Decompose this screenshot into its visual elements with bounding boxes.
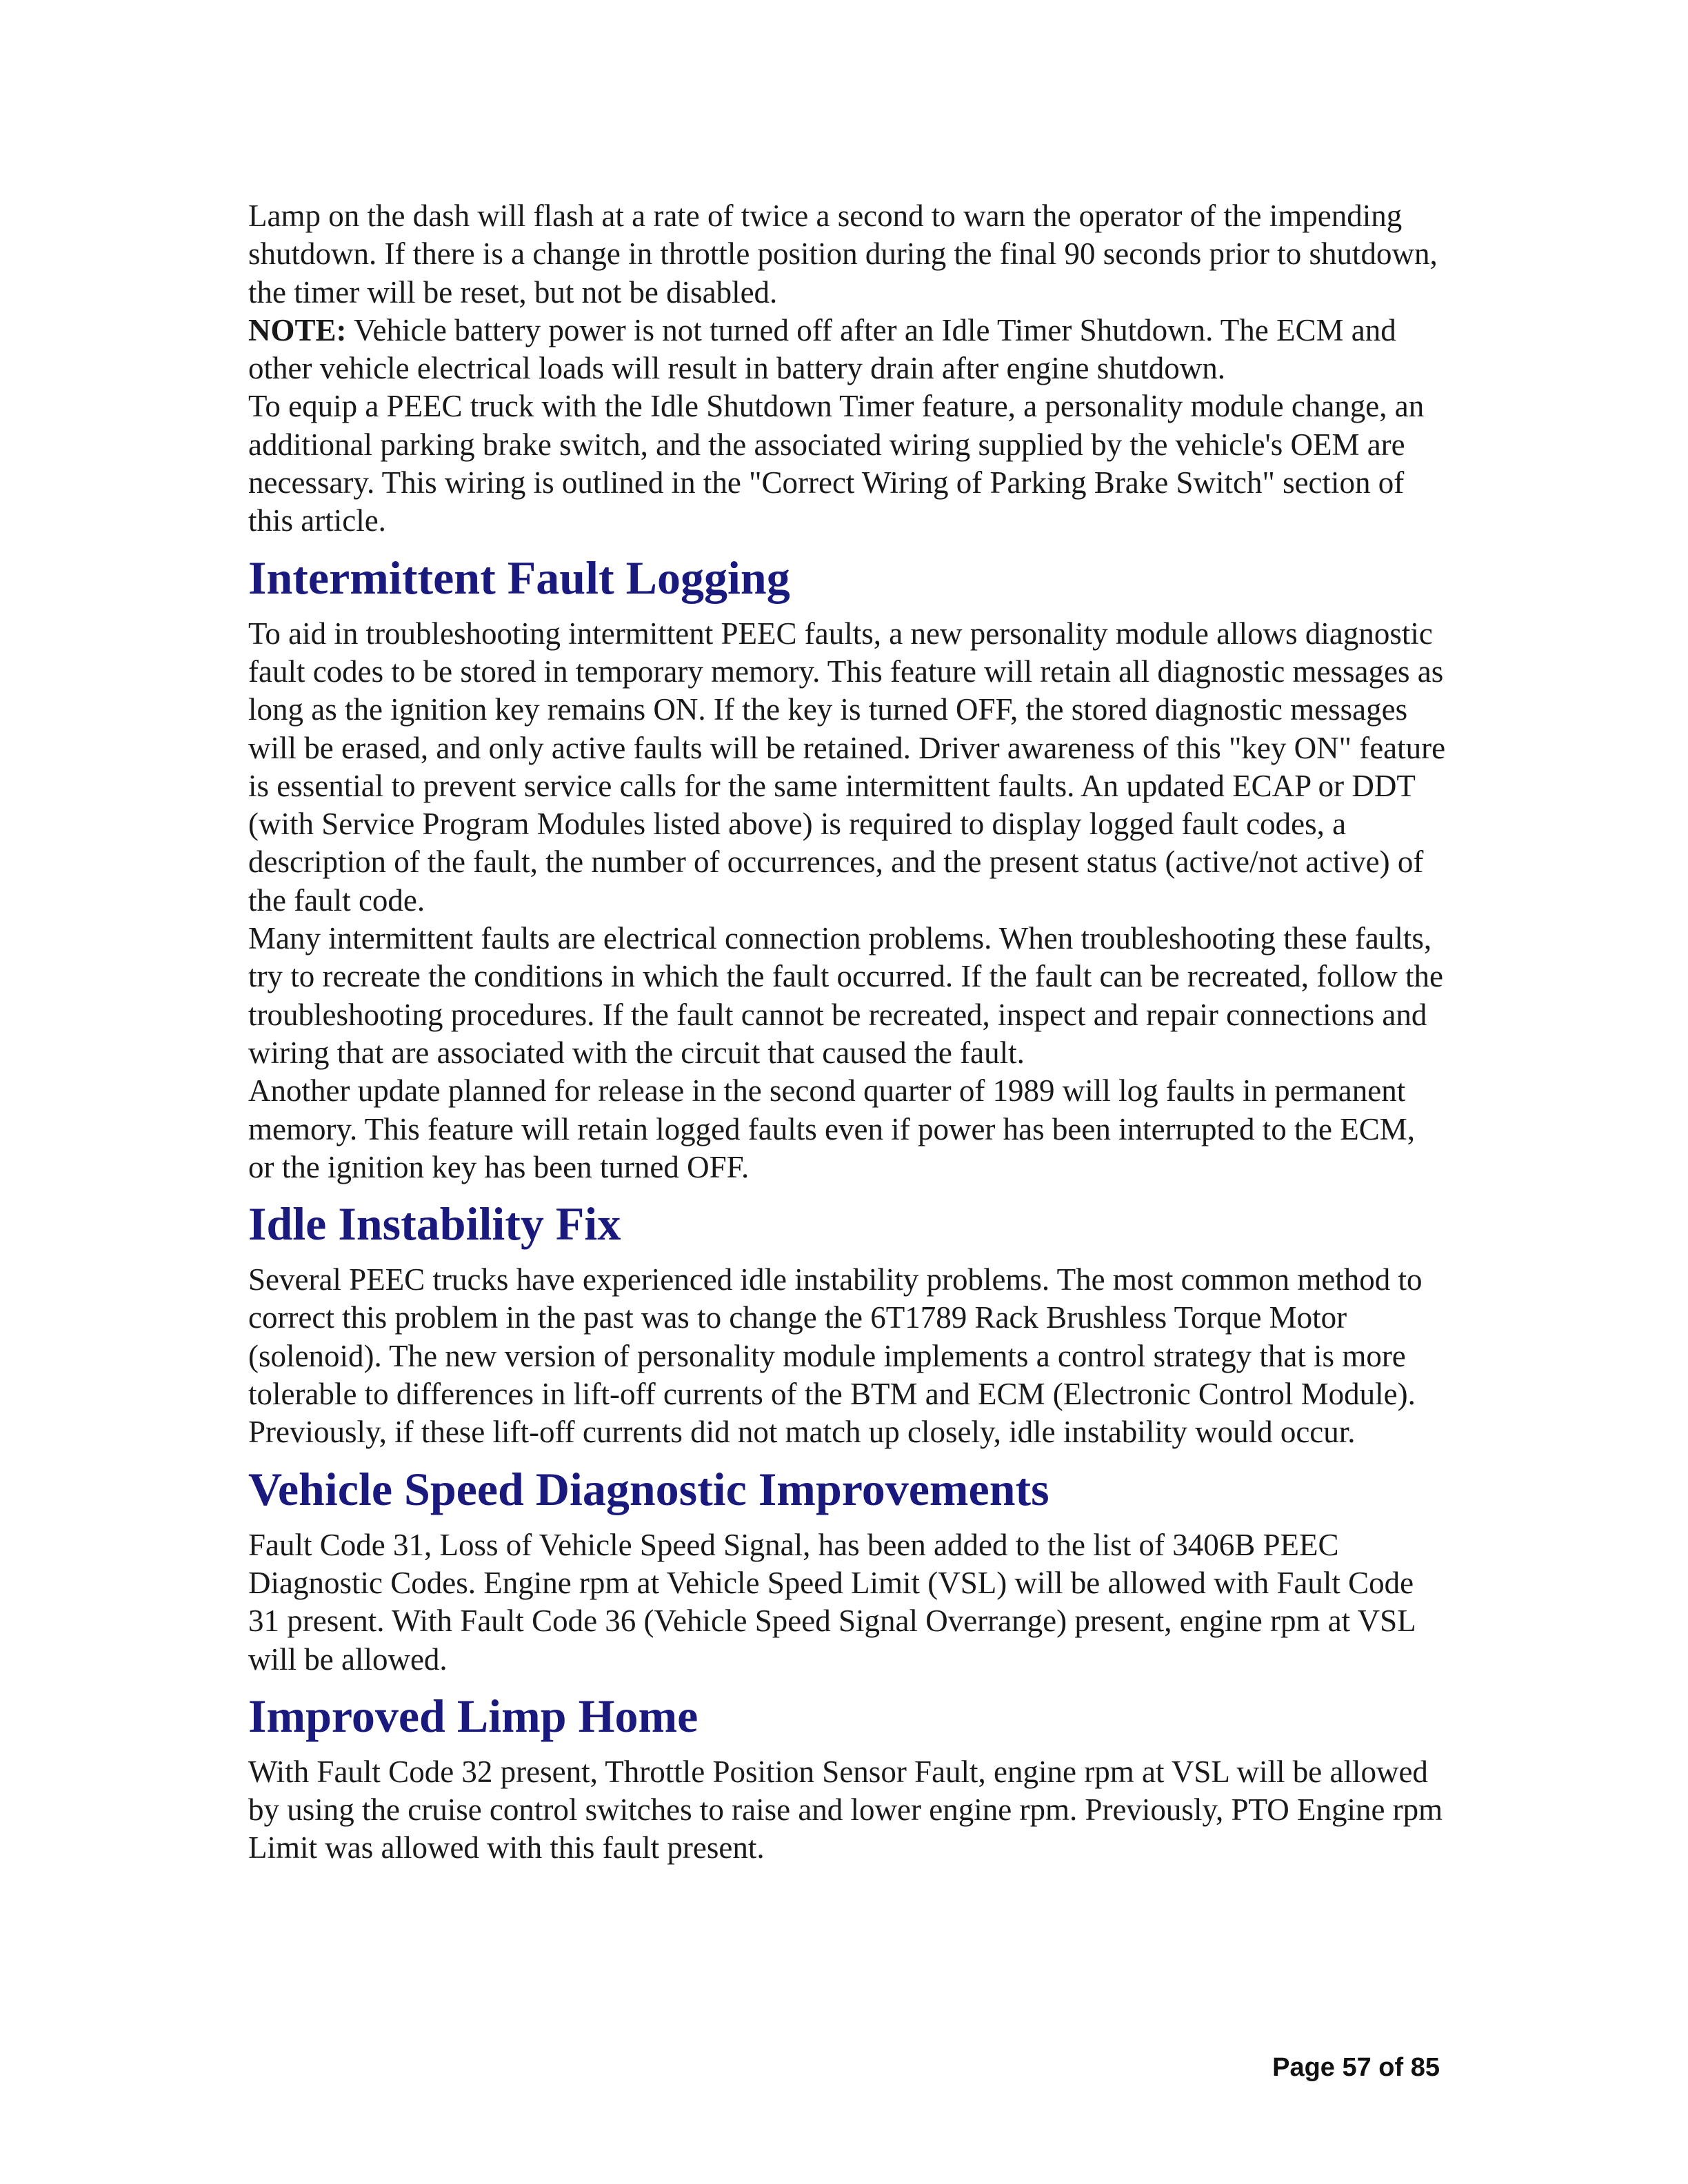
section-heading-intermittent-fault-logging: Intermittent Fault Logging [248, 551, 790, 604]
section-heading-improved-limp-home: Improved Limp Home [248, 1689, 699, 1742]
body-paragraph: Many intermittent faults are electrical connection problems. When troubleshooting these faults, try to recreate the conditions in which the fault occurred. If the fault can be recreated, follow the troubleshooting procedures. If the fault cannot be recreated, inspect and repair connections and wiring that are associated with the circuit that caused the fault. [248, 921, 1443, 1070]
note-text: Vehicle battery power is not turned off after an Idle Timer Shutdown. The ECM and other vehicle electrical loads will result in battery drain after engine shutdown. [248, 312, 1396, 386]
page-content [248, 197, 1448, 1868]
body-paragraph: Fault Code 31, Loss of Vehicle Speed Signal, has been added to the list of 3406B PEEC Diagnostic Codes. Engine rpm at Vehicle Speed Limit (VSL) will be allowed with Fault Code 31 present. With Fault Code 36 (Vehicle Speed Signal Overrange) present, engine rpm at VSL will be allowed. [248, 1527, 1415, 1677]
body-paragraph: With Fault Code 32 present, Throttle Position Sensor Fault, engine rpm at VSL will be allowed by using the cruise control switches to raise and lower engine rpm. Previously, PTO Engine rpm Limit was allowed with this fault present. [248, 1754, 1443, 1866]
note-paragraph [248, 312, 1448, 388]
section-heading-idle-instability-fix: Idle Instability Fix [248, 1197, 621, 1251]
page-number: Page 57 of 85 [1272, 2053, 1440, 2082]
body-paragraph: Lamp on the dash will flash at a rate of twice a second to warn the operator of the impending shutdown. If there is a change in throttle position during the final 90 seconds prior to shutdown, the timer will be reset, but not be disabled. [248, 199, 1438, 310]
section-heading-vehicle-speed-diagnostic: Vehicle Speed Diagnostic Improvements [248, 1462, 1049, 1515]
body-paragraph: To equip a PEEC truck with the Idle Shutdown Timer feature, a personality module change, an additional parking brake switch, and the associated wiring supplied by the vehicle's OEM are necessary. This wiring is outlined in the "Correct Wiring of Parking Brake Switch" section of this article. [248, 389, 1425, 538]
body-paragraph: To aid in troubleshooting intermittent PEEC faults, a new personality module allows diagnostic fault codes to be stored in temporary memory. This feature will retain all diagnostic messages as long as the ignition key remains ON. If the key is turned OFF, the stored diagnostic messages will be erased, and only active faults will be retained. Driver awareness of this "key ON" feature is essential to prevent service calls for the same intermittent faults. An updated ECAP or DDT (with Service Program Modules listed above) is required to display logged fault codes, a description of the fault, the number of occurrences, and the present status (active/not active) of the fault code. [248, 616, 1446, 918]
body-paragraph: Another update planned for release in the second quarter of 1989 will log faults in permanent memory. This feature will retain logged faults even if power has been interrupted to the ECM, or the ignition key has been turned OFF. [248, 1073, 1416, 1184]
body-paragraph: Several PEEC trucks have experienced idle instability problems. The most common method to correct this problem in the past was to change the 6T1789 Rack Brushless Torque Motor (solenoid). The new version of personality module implements a control strategy that is more tolerable to differences in lift-off currents of the BTM and ECM (Electronic Control Module). Previously, if these lift-off currents did not match up closely, idle instability would occur. [248, 1262, 1423, 1450]
note-label: NOTE: [248, 312, 347, 347]
